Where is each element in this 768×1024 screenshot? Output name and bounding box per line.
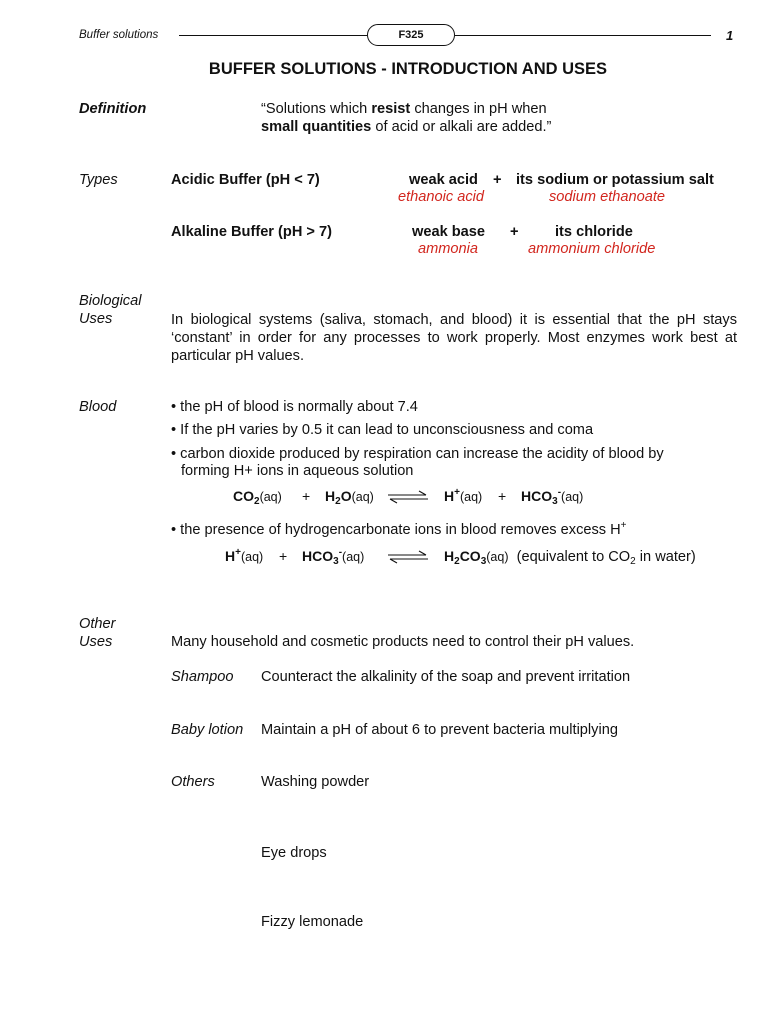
subscript: 2 <box>254 496 260 507</box>
other-label-line-1: Other <box>79 616 116 632</box>
other-uses-intro: Many household and cosmetic products need to control their pH values. <box>171 634 635 650</box>
eq2-product-h2co3 <box>444 548 696 565</box>
eq1-plus-2: + <box>498 488 507 504</box>
state-symbol: (aq) <box>240 550 264 564</box>
formula: H <box>225 548 236 564</box>
eq2-reactant-hco3 <box>302 547 365 567</box>
formula: HCO <box>302 548 334 564</box>
equilibrium-arrows-icon <box>386 490 430 504</box>
acidic-salt: its sodium or potassium salt <box>516 172 714 188</box>
eq1-reactant-h2o <box>325 488 374 507</box>
biological-label-line-2: Uses <box>79 311 113 327</box>
subscript: 2 <box>335 496 341 507</box>
subscript: 3 <box>333 556 339 567</box>
acidic-component: weak acid <box>409 172 478 188</box>
equation-note: (equivalent to CO <box>508 549 631 565</box>
use-label-others: Others <box>171 774 215 790</box>
formula: CO <box>459 548 481 564</box>
alkaline-example-component: ammonia <box>418 241 479 257</box>
state-symbol: (aq) <box>459 490 483 504</box>
definition-text: changes in pH when <box>410 101 547 117</box>
state-symbol: (aq) <box>486 550 509 564</box>
biological-paragraph: In biological systems (saliva, stomach, and blood) it is essential that the pH stays ‘constant’ in order for any processes to work properly. Most enzymes work best at particular pH values. <box>171 312 737 364</box>
use-text-shampoo: Counteract the alkalinity of the soap and prevent irritation <box>261 669 631 685</box>
eq2-plus: + <box>279 548 288 564</box>
use-label-baby-lotion: Baby lotion <box>171 722 244 738</box>
definition-label: Definition <box>79 101 147 117</box>
use-text-washing-powder: Washing powder <box>261 774 370 790</box>
blood-bullet-hydrogencarbonate <box>171 522 627 538</box>
eq1-reactant-co2 <box>233 488 282 507</box>
equation-note: in water) <box>635 549 696 565</box>
state-symbol: (aq) <box>561 490 584 504</box>
acidic-plus: + <box>493 172 502 188</box>
header-rule-left <box>179 35 367 36</box>
formula: H <box>444 548 455 564</box>
use-text-eye-drops: Eye drops <box>261 845 327 861</box>
header-rule-right <box>455 35 711 36</box>
blood-bullet-ph: • the pH of blood is normally about 7.4 <box>171 399 418 415</box>
subscript: 3 <box>480 556 487 567</box>
formula: CO <box>233 488 254 504</box>
eq1-plus-1: + <box>302 488 311 504</box>
bullet-text: • the presence of hydrogencarbonate ions in blood removes excess H <box>171 522 621 538</box>
definition-line-2 <box>261 119 551 135</box>
blood-label: Blood <box>79 399 117 415</box>
page-number: 1 <box>726 28 734 43</box>
formula: O <box>340 488 352 504</box>
blood-bullet-co2-line-2: forming H+ ions in aqueous solution <box>181 463 414 479</box>
acidic-example-component: ethanoic acid <box>398 189 485 205</box>
state-symbol: (aq) <box>351 490 374 504</box>
superscript: - <box>557 487 562 498</box>
running-header: Buffer solutions <box>79 29 159 41</box>
subscript: 2 <box>454 556 460 567</box>
page-title: BUFFER SOLUTIONS - INTRODUCTION AND USES <box>208 60 608 78</box>
acidic-example-salt: sodium ethanoate <box>549 189 666 205</box>
formula: HCO <box>521 488 553 504</box>
alkaline-plus: + <box>510 224 519 240</box>
subscript: 2 <box>630 556 636 567</box>
definition-text: of acid or alkali are added.” <box>371 119 552 135</box>
superscript: - <box>338 547 343 558</box>
blood-bullet-variation: • If the pH varies by 0.5 it can lead to unconsciousness and coma <box>171 422 594 438</box>
definition-text: “Solutions which <box>261 101 372 117</box>
biological-label-line-1: Biological <box>79 293 142 309</box>
eq1-product-hplus <box>444 488 482 504</box>
formula: H <box>325 488 336 504</box>
subscript: 3 <box>552 496 558 507</box>
alkaline-salt: its chloride <box>555 224 633 240</box>
use-text-fizzy-lemonade: Fizzy lemonade <box>261 914 364 930</box>
blood-bullet-co2-line-1: • carbon dioxide produced by respiration can increase the acidity of blood by <box>171 446 664 462</box>
alkaline-component: weak base <box>412 224 486 240</box>
definition-emphasis: small quantities <box>261 119 372 135</box>
equilibrium-arrows-icon <box>386 550 430 564</box>
superscript: + <box>620 520 627 531</box>
eq2-reactant-hplus <box>225 548 263 564</box>
alkaline-example-salt: ammonium chloride <box>528 241 656 257</box>
use-label-shampoo: Shampoo <box>171 669 234 685</box>
use-text-baby-lotion: Maintain a pH of about 6 to prevent bacteria multiplying <box>261 722 618 738</box>
state-symbol: (aq) <box>342 550 365 564</box>
definition-emphasis: resist <box>371 101 411 117</box>
types-label: Types <box>79 172 118 188</box>
course-code-badge: F325 <box>367 24 455 46</box>
other-label-line-2: Uses <box>79 634 113 650</box>
alkaline-buffer-name: Alkaline Buffer (pH > 7) <box>171 224 332 240</box>
eq1-product-hco3 <box>521 487 584 507</box>
superscript: + <box>454 487 460 498</box>
acidic-buffer-name: Acidic Buffer (pH < 7) <box>171 172 320 188</box>
definition-line-1 <box>261 101 547 117</box>
state-symbol: (aq) <box>259 490 282 504</box>
superscript: + <box>235 547 241 558</box>
formula: H <box>444 488 455 504</box>
